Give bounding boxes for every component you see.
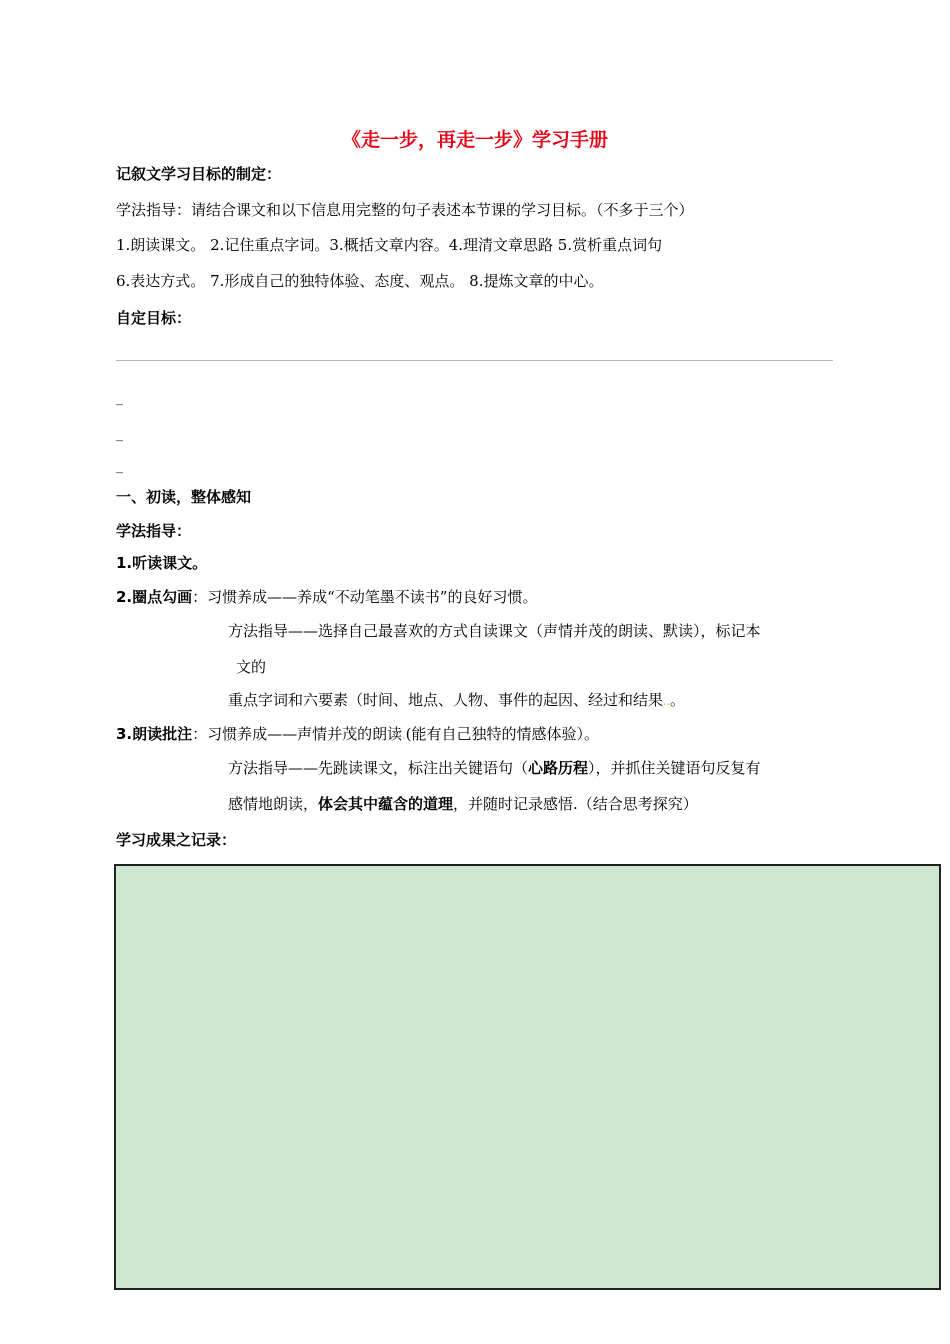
step-3-method-a: 方法指导——先跳读课文，标注出关键语句（: [228, 759, 529, 777]
guide-label: 学法指导：: [116, 522, 192, 540]
step-3-method-line-1: [228, 758, 761, 778]
goal-options-line-2: 6.表达方式。 7.形成自己的独特体验、态度、观点。 8.提炼文章的中心。: [116, 272, 604, 290]
step-2-method-line-2: 文的: [236, 658, 267, 676]
blank-mark: _: [116, 458, 123, 474]
record-label: 学习成果之记录：: [116, 831, 237, 849]
step-2-method-line-3-end: 。: [670, 691, 686, 709]
step-3-label: 3.朗读批注: [116, 725, 193, 743]
step-2-method-line-3-text: 重点字词和六要素（时间、地点、人物、事件的起因、经过和结果: [228, 691, 664, 709]
blank-mark: _: [116, 390, 123, 406]
blank-mark: _: [116, 426, 123, 442]
step-3-text-end: (能有自己独特的情感体验）。: [405, 725, 600, 743]
step-2-label: 2.圈点勾画: [116, 588, 193, 606]
step-3-text: ：习惯养成——声情并茂的朗读: [192, 725, 403, 743]
step-3-method2-a: 感情地朗读，: [228, 795, 319, 813]
answer-line: [116, 360, 833, 361]
step-2: [116, 587, 537, 607]
goal-options-line-1: 1.朗读课文。 2.记住重点字词。3.概括文章内容。4.理清文章思路 5.赏析重点词句: [116, 236, 663, 254]
goal-heading: 记叙文学习目标的制定：: [116, 165, 282, 183]
highlight-dot: .: [402, 729, 406, 742]
step-3-method-line-2: [228, 794, 698, 814]
step-2-method-line-1: 方法指导——选择自己最喜欢的方式自读课文（声情并茂的朗读、默读），标记本: [228, 622, 761, 640]
step-3-method2-bold: 体会其中蕴含的道理: [318, 795, 454, 813]
step-3-method-b: ），并抓住关键语句反复有: [588, 759, 761, 777]
section-heading: 一、初读，整体感知: [116, 488, 252, 506]
document-title: 《走一步，再走一步》学习手册: [341, 129, 608, 151]
step-3-method2-b: ，并随时记录感悟.（结合思考探究）: [453, 795, 698, 813]
highlight-dot: ..: [663, 695, 671, 708]
record-box[interactable]: [114, 864, 941, 1290]
step-3: [116, 724, 599, 746]
goal-guide: 学法指导：请结合课文和以下信息用完整的句子表述本节课的学习目标。（不多于三个）: [116, 201, 694, 219]
step-3-method-bold: 心路历程: [528, 759, 589, 777]
step-2-method-line-3: [228, 690, 685, 712]
step-2-text: ：习惯养成——养成“不动笔墨不读书”的良好习惯。: [192, 588, 538, 606]
self-goal-label: 自定目标：: [116, 309, 192, 327]
step-1: 1.听读课文。: [116, 554, 208, 572]
